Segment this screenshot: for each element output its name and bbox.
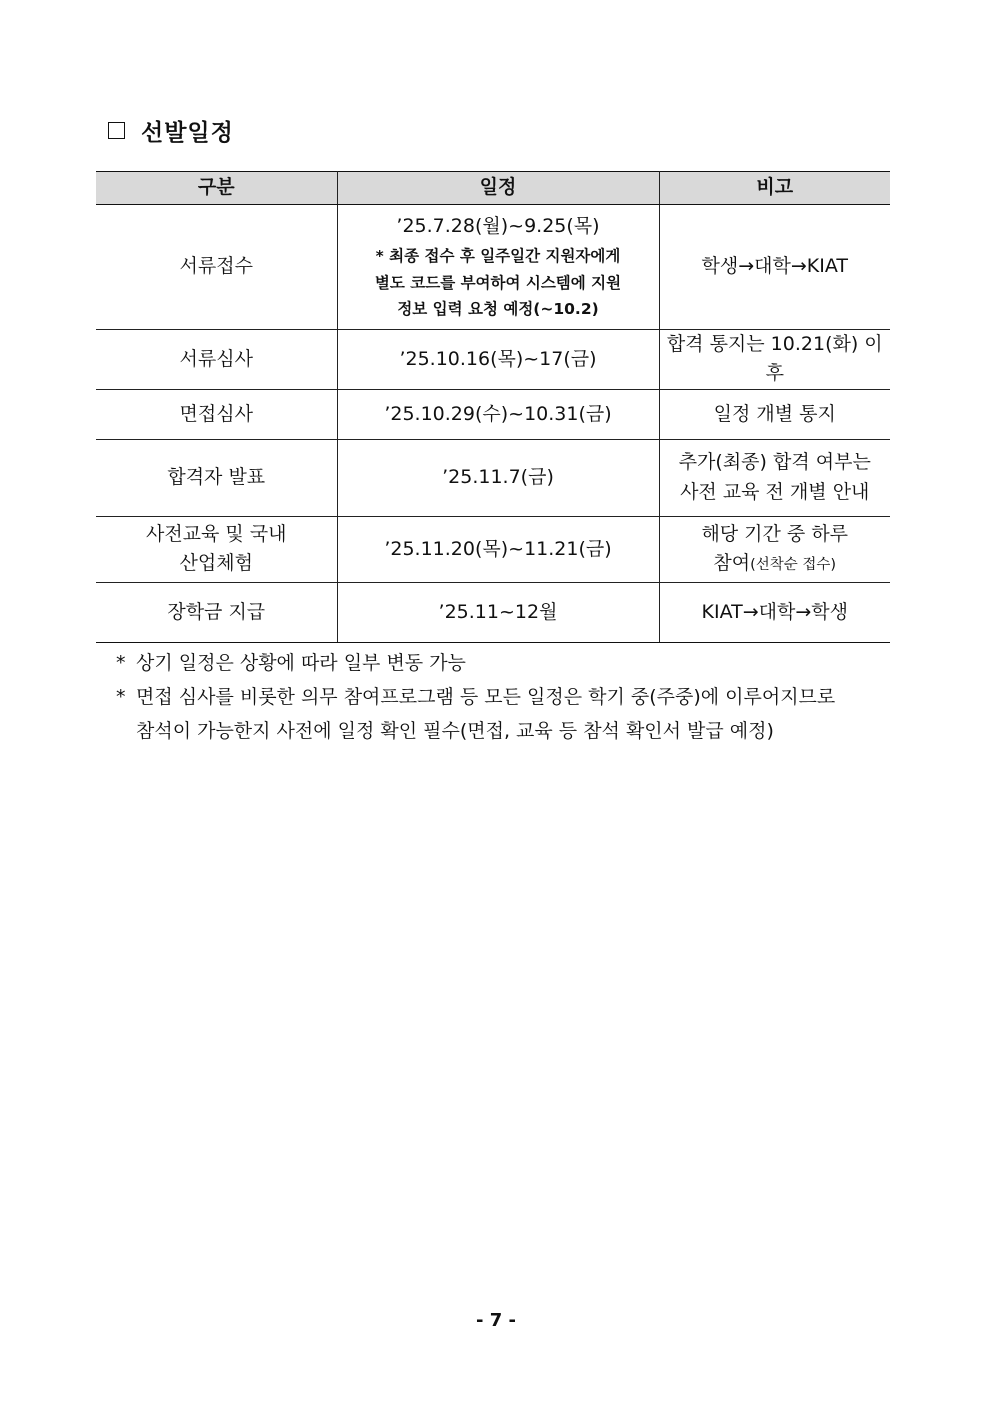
category-line: 사전교육 및 국내	[145, 522, 287, 545]
note-star: *	[116, 652, 126, 674]
header-schedule: 일정	[337, 172, 659, 205]
category-line: 산업체험	[179, 552, 253, 575]
remark-line	[664, 549, 887, 578]
row-remark: 합격 통지는 10.21(화) 이후	[659, 330, 890, 390]
row-remark: 학생→대학→KIAT	[659, 205, 890, 330]
row-date: ’25.10.29(수)~10.31(금)	[337, 389, 659, 439]
row-date	[337, 205, 659, 330]
row-category: 서류접수	[96, 205, 337, 330]
note-item	[116, 680, 916, 748]
row-remark: KIAT→대학→학생	[659, 582, 890, 642]
note-line: 참석이 가능한지 사전에 일정 확인 필수(면접, 교육 등 참석 확인서 발급 예정)	[136, 720, 774, 742]
note-line: 면접 심사를 비롯한 의무 참여프로그램 등 모든 일정은 학기 중(주중)에 이루어지므로	[136, 686, 836, 708]
row-date: ’25.11~12월	[337, 582, 659, 642]
table-row	[96, 582, 890, 642]
row-category: 서류심사	[96, 330, 337, 390]
remark-small: (선착순 접수)	[750, 557, 837, 574]
row-date: ’25.10.16(목)~17(금)	[337, 330, 659, 390]
notes	[116, 646, 916, 748]
row-remark: 일정 개별 통지	[659, 389, 890, 439]
row-remark	[659, 516, 890, 582]
table-row	[96, 439, 890, 516]
section-heading	[108, 114, 234, 147]
table-header-row	[96, 172, 890, 205]
remark-line: 추가(최종) 합격 여부는	[678, 451, 871, 474]
checkbox-square-icon	[108, 122, 125, 139]
page-number: - 7 -	[476, 1310, 516, 1331]
row-remark	[659, 439, 890, 516]
remark-main: 참여	[713, 552, 751, 575]
remark-line: 사전 교육 전 개별 안내	[680, 480, 870, 503]
row-date: ’25.11.7(금)	[337, 439, 659, 516]
row-date: ’25.11.20(목)~11.21(금)	[337, 516, 659, 582]
note-star: *	[116, 686, 126, 708]
row-category: 합격자 발표	[96, 439, 337, 516]
row-category: 장학금 지급	[96, 582, 337, 642]
note-line: 상기 일정은 상황에 따라 일부 변동 가능	[136, 652, 466, 674]
table-row	[96, 389, 890, 439]
header-category: 구분	[96, 172, 337, 205]
date-note-line: 별도 코드를 부여하여 시스템에 지원	[374, 273, 622, 292]
section-title: 선발일정	[141, 120, 234, 146]
schedule-table	[96, 171, 890, 643]
table-row	[96, 516, 890, 582]
date-note-line: 정보 입력 요청 예정(~10.2)	[397, 299, 599, 318]
row-category	[96, 516, 337, 582]
table-row	[96, 205, 890, 330]
date-note-line: * 최종 접수 후 일주일간 지원자에게	[375, 247, 621, 266]
note-item	[116, 646, 916, 680]
row-date-text: ’25.7.28(월)~9.25(목)	[396, 214, 600, 237]
remark-line: 해당 기간 중 하루	[701, 522, 849, 545]
header-remark: 비고	[659, 172, 890, 205]
row-category: 면접심사	[96, 389, 337, 439]
table-row	[96, 330, 890, 390]
